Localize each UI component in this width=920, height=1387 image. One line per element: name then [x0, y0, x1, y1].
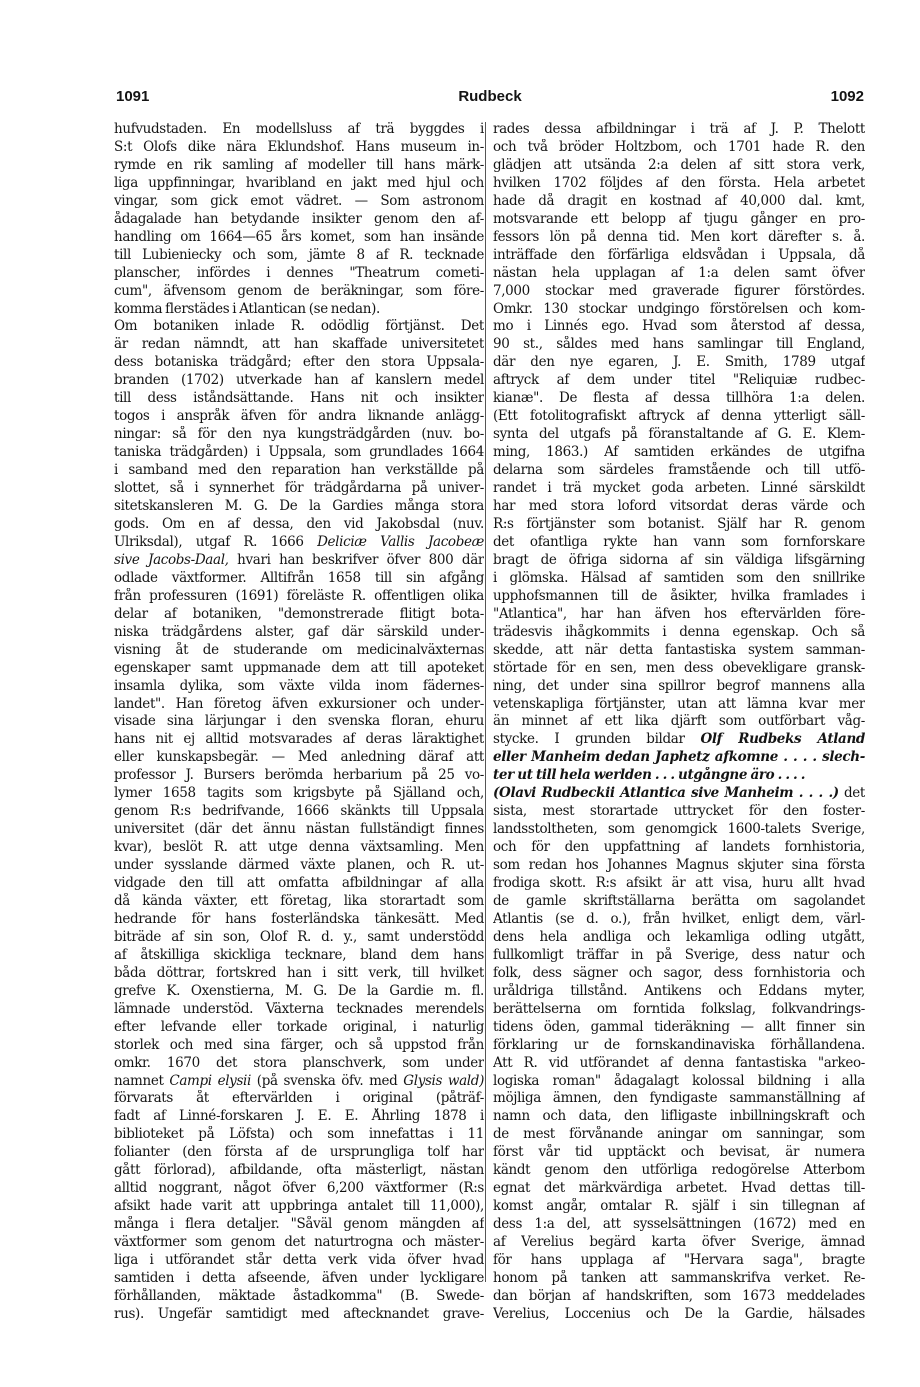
text-line: landet". Han företog äfven exkursioner och under- [114, 695, 484, 712]
right-column [493, 121, 865, 1324]
text-line: ming, 1863.) Af samtiden erkändes de utgifna [493, 444, 865, 461]
text-run: Ulriksdal), utgaf R. 1666 [114, 533, 304, 550]
text-line: hade då dragit en kostnad af 40,000 dal. kmt, [493, 192, 865, 209]
text-line: folianter (den första af de ursprungliga tolf har [114, 1144, 484, 1161]
text-line: professor J. Bursers berömda herbarium på 25 vo- [114, 767, 484, 784]
italic-title: sive Jacobs-Daal, [114, 551, 229, 568]
italic-title: Campi elysii [169, 1072, 251, 1089]
text-line: lämnade understöd. Växterna tecknades merendels [114, 1000, 484, 1017]
text-line-mixed [114, 1073, 484, 1091]
text-line-mixed [493, 785, 865, 803]
italic-title: Deliciæ Vallis Jacobeæ [317, 533, 484, 550]
left-column [114, 121, 484, 1324]
text-line: komst angår, omtalar R. själf i sin tillegnan af [493, 1198, 865, 1215]
text-line: är redan nämndt, att han skaffade universitetet [114, 336, 484, 353]
text-line: gods. Om en af dessa, den vid Jakobsdal (nuv. [114, 515, 484, 532]
text-line: där den nye egaren, J. E. Smith, 1789 utgaf [493, 354, 865, 371]
text-line: frodiga skott. R:s afsikt är att visa, huru allt hvad [493, 875, 865, 892]
text-line: landsstoltheten, som genomgick 1600-talets Sverige, [493, 821, 865, 838]
running-title: Rudbeck [458, 88, 522, 105]
text-line: egnat det märkvärdiga arbetet. Hvad dettas till- [493, 1180, 865, 1197]
italic-title-line: eller Manheim dedan Japhetz afkomne . . . . slech- [493, 749, 865, 766]
text-line: hufvudstaden. En modellsluss af trä byggdes i [114, 121, 484, 137]
text-line: mo i Linnés ego. Hvad som återstod af dessa, [493, 318, 865, 335]
text-line: hvilken 1702 följdes af den första. Hela arbetet [493, 174, 865, 191]
text-line: rus). Ungefär samtidigt med aftecknandet grave- [114, 1305, 484, 1322]
text-line: förvarats åt eftervärlden i original (påträf- [114, 1090, 484, 1107]
text-line: visning åt de studerande om medicinalväxternas [114, 641, 484, 658]
text-line: gått förlorad), afbildande, ofta mästerligt, nästan [114, 1162, 484, 1179]
text-line: förklaring ur de fornskandinaviska förhållandena. [493, 1036, 865, 1053]
text-line: för hans upplaga af "Hervara saga", bragte [493, 1252, 865, 1269]
text-line: skedde, att när detta fantastiska system samman- [493, 641, 865, 658]
text-line: cum", äfvensom genom de beräkningar, som före- [114, 282, 484, 299]
text-line: i samband med den reparation han verkställde på [114, 462, 484, 479]
text-line: inträffade den förfärliga eldsvådan i Uppsala, då [493, 246, 865, 263]
text-line: omkr. 1670 det stora planschverk, som under [114, 1054, 484, 1071]
text-line: handling om 1664—65 års komet, som han insände [114, 228, 484, 245]
text-line: båda döttrar, fortskred han i sitt verk, till hvilket [114, 964, 484, 981]
text-line: planscher, infördes i dennes "Theatrum cometi- [114, 264, 484, 281]
text-line: trädesvis ihågkommits i denna egenskap. Och så [493, 623, 865, 640]
text-line: sista, mest storartade uttrycket för den foster- [493, 803, 865, 820]
text-line: dens hela andliga och lekamliga odling utgått, [493, 928, 865, 945]
text-line: glädjen att utsända 2:a delen af sitt stora verk, [493, 156, 865, 173]
text-line: hedrande för hans fosterländska tänkesätt. Med [114, 910, 484, 927]
column-divider [485, 122, 486, 1282]
text-line: Verelius, Loccenius och De la Gardie, hälsades [493, 1305, 865, 1322]
text-line: universitet (där det ännu nästan fullständigt finnes [114, 821, 484, 838]
italic-title: (Olavi Rudbeckii Atlantica sive Manheim . . . .) [493, 785, 839, 802]
text-line: upphofsmannen till de åsikter, hvilka framlades i [493, 587, 865, 604]
text-line: de gamle skriftställarna berätta om sagolandet [493, 892, 865, 909]
text-line: namn och data, den lifligaste inbillningskraft och [493, 1108, 865, 1125]
text-line: Atlantis (se d. o.), från hvilket, enligt dem, värl- [493, 910, 865, 927]
text-line: "Atlantica", har han äfven hos eftervärlden före- [493, 605, 865, 622]
text-line: af åtskilliga skickliga tecknare, bland dem hans [114, 946, 484, 963]
text-line: ningar: så för den nya kungsträdgården (nuv. bo- [114, 426, 484, 443]
page-number-left: 1091 [116, 88, 150, 105]
text-line: fullkomligt träffar in på Sverige, dess natur och [493, 946, 865, 963]
text-line: kändt genom den utförliga redogörelse Atterbom [493, 1162, 865, 1179]
text-line: S:t Olofs dike nära Eklundshof. Hans museum in- [114, 138, 484, 155]
text-line: i glömska. Hälsad af samtiden som den snillrike [493, 569, 865, 586]
text-line: vingar, som gick emot vädret. — Som astronom [114, 192, 484, 209]
text-line: har med stora loford vitsordat deras värde och [493, 498, 865, 515]
text-line: än minnet af ett lika djärft som outförbart våg- [493, 713, 865, 730]
text-line: alltid noggrant, något öfver 6,200 växtformer (R:s [114, 1180, 484, 1197]
text-line: det ofantliga rykte han vann som fornforskare [493, 533, 865, 550]
text-line: Om botaniken inlade R. odödlig förtjänst. Det [114, 318, 484, 335]
text-line: grefve K. Oxenstierna, M. G. De la Gardie m. fl. [114, 982, 484, 999]
text-line: R:s förtjänster som botanist. Själf har R. genom [493, 515, 865, 532]
text-line: möjliga ämnen, den fyndigaste sammanställning af [493, 1090, 865, 1107]
text-line: egenskaper samt uppmanade dem att till apoteket [114, 659, 484, 676]
text-line: som redan hos Johannes Magnus skjuter sina första [493, 857, 865, 874]
text-line: rymde en rik samling af modeller till hans märk- [114, 156, 484, 173]
text-line: 7,000 stockar med graverade figurer förstördes. [493, 282, 865, 299]
text-line: kvar), beslöt R. att utge denna växtsamling. Men [114, 839, 484, 856]
text-run: stycke. I grunden bildar [493, 731, 685, 748]
text-line: samtiden i detta afseende, äfven under lyckligare [114, 1270, 484, 1286]
text-line: synta del utgafs på föranstaltande af G. E. Klem- [493, 426, 865, 443]
text-line: visade sina lärjungar i den svenska floran, ehuru [114, 713, 484, 730]
text-line: tidens öden, gammal tideräkning — allt finner sin [493, 1018, 865, 1035]
text-line: fadt af Linné-forskaren J. E. E. Åhrling 1878 i [114, 1108, 484, 1125]
text-line: sitetskansleren M. G. De la Gardies många stora [114, 498, 484, 515]
text-line: logiska roman" ådagalagt kolossal bildning i alla [493, 1072, 865, 1089]
text-line: slottet, så i synnerhet för trädgårdarna på univer- [114, 480, 484, 497]
text-line: ning, det under sina spillror begrof mannens alla [493, 677, 865, 694]
text-line: hans nit ej alltid motsvarades af deras läraktighet [114, 731, 484, 748]
text-line: uråldriga tillstånd. Antikens och Eddans myter, [493, 982, 865, 999]
text-line: taniska trädgården) i Uppsala, som grundlades 1664 [114, 444, 484, 461]
text-line: insamla dylika, som växte vilda inom fädernes- [114, 677, 484, 694]
text-run: (på svenska öfv. med [256, 1072, 398, 1089]
text-line: honom på tanken att sammanskrifva verket. Re- [493, 1270, 865, 1286]
text-line: biträde af sin son, Olof R. d. y., samt understödd [114, 928, 484, 945]
text-line: bragt de öfriga sidorna af sin väldiga lifsgärning [493, 551, 865, 568]
text-line: togos i anspråk äfven för andra liknande anlägg- [114, 408, 484, 425]
text-line: eller kunskapsbegär. — Med anledning däraf att [114, 749, 484, 766]
text-line: berättelserna om forntida folkslag, folkvandrings- [493, 1000, 865, 1017]
text-line: under sysslande därmed växte planen, och R. ut- [114, 857, 484, 874]
text-line: lymer 1658 tagits som krigsbyte på Själland och, [114, 785, 484, 802]
text-line: folk, dess sägner och sagor, dess fornhistoria och [493, 964, 865, 981]
text-line: förhållanden, mäktade åstadkomma" (B. Swede- [114, 1287, 484, 1304]
text-run: det [843, 785, 865, 802]
text-line: efter lefvande eller torkade original, i naturlig [114, 1018, 484, 1035]
page-header [116, 84, 864, 110]
text-line: då kända växter, ett företag, lika storartadt som [114, 892, 484, 909]
text-line: vetenskapliga förtjänster, utan att lämna kvar mer [493, 695, 865, 712]
text-line: vidgade den till att omfatta afbildningar af alla [114, 875, 484, 892]
text-line: komma flerstädes i Atlantican (se nedan). [114, 300, 380, 317]
text-line: från professuren (1691) föreläste R. offentligen olika [114, 587, 484, 604]
text-run: hvari han beskrifver öfver 800 där [237, 551, 484, 568]
page-number-right: 1092 [830, 88, 864, 105]
text-line: och två bröder Holtzbom, och 1701 hade R. den [493, 138, 865, 155]
text-line: delar af botaniken, "demonstrerade flitigt bota- [114, 605, 484, 622]
text-line: motsvarande ett belopp af tjugu gånger en pro- [493, 210, 865, 227]
text-run: namnet [114, 1072, 164, 1089]
text-line: odlade växtformer. Alltifrån 1658 till sin afgång [114, 569, 484, 586]
text-line: randet i trä mycket goda arbeten. Linné särskildt [493, 480, 865, 497]
text-line: delarna som särdeles framstående och till utfö- [493, 462, 865, 479]
italic-title: Olf Rudbeks Atland [700, 731, 865, 748]
text-line-mixed [493, 731, 865, 749]
text-line: växtformer som genom det naturtrogna och mäster- [114, 1234, 484, 1251]
text-line: ådagalade han betydande insikter genom den af- [114, 210, 484, 227]
text-line: (Ett fotolitografiskt aftryck af denna ytterligt säll- [493, 408, 865, 425]
text-line-mixed [114, 534, 484, 552]
italic-title-line: ter ut till hela werlden . . . utgångne äro . . . . [493, 767, 806, 784]
text-line: liga i utförandet står detta verk vida öfver hvad [114, 1252, 484, 1269]
text-line: afsikt hade varit att uppbringa antalet till 11,000), [114, 1198, 484, 1215]
text-line-mixed [114, 552, 484, 570]
text-line: dess 1:a del, att sysselsättningen (1672) med en [493, 1216, 865, 1233]
text-line: liga uppfinningar, hvaribland en jakt med hjul och [114, 174, 484, 191]
text-line: storlek och med sina färger, och så uppstod från [114, 1036, 484, 1053]
text-line: de mest förvånande aningar om sanningar, som [493, 1126, 865, 1143]
text-line: nästan hela upplagan af 1:a delen samt öfver [493, 264, 865, 281]
italic-title: Glysis wald) [403, 1072, 484, 1089]
text-line: 90 st., såldes med hans samlingar till England, [493, 336, 865, 353]
text-line: och för den uppfattning af landets fornhistoria, [493, 839, 865, 856]
text-line: Att R. vid utförandet af denna fantastiska "arkeo- [493, 1054, 865, 1071]
text-line: fessors lön på denna tid. Men kort därefter s. å. [493, 228, 865, 245]
text-line: kianæ". De flesta af dessa tillhöra 1:a delen. [493, 390, 865, 407]
text-line: genom R:s bedrifvande, 1666 skänkts till Uppsala [114, 803, 484, 820]
text-line: aftryck af dem under titel "Reliquiæ rudbec- [493, 372, 865, 389]
text-line: till dess iståndsättande. Hans nit och insikter [114, 390, 484, 407]
text-line: niska trädgårdens alster, gaf där särskild under- [114, 623, 484, 640]
text-line: dess botaniska trädgård; efter den stora Uppsala- [114, 354, 484, 371]
text-line: många i flera detaljer. "Såväl genom mängden af [114, 1216, 484, 1233]
text-line: störtade för en sen, men dess obevekligare gransk- [493, 659, 865, 676]
text-line: till Lubieniecky och som, jämte 8 af R. tecknade [114, 246, 484, 263]
text-line: dan början af handskriften, som 1673 meddelades [493, 1287, 865, 1304]
text-line: af Verelius begärd karta öfver Sverige, ämnad [493, 1234, 865, 1251]
text-line: först vår tid upptäckt och bevisat, är numera [493, 1144, 865, 1161]
text-line: branden (1702) utverkade han af kanslern medel [114, 372, 484, 389]
text-line: Omkr. 130 stockar undgingo förstörelsen och kom- [493, 300, 865, 317]
text-line: rades dessa afbildningar i trä af J. P. Thelott [493, 121, 865, 137]
text-line: biblioteket på Löfsta) och som innefattas i 11 [114, 1126, 484, 1143]
